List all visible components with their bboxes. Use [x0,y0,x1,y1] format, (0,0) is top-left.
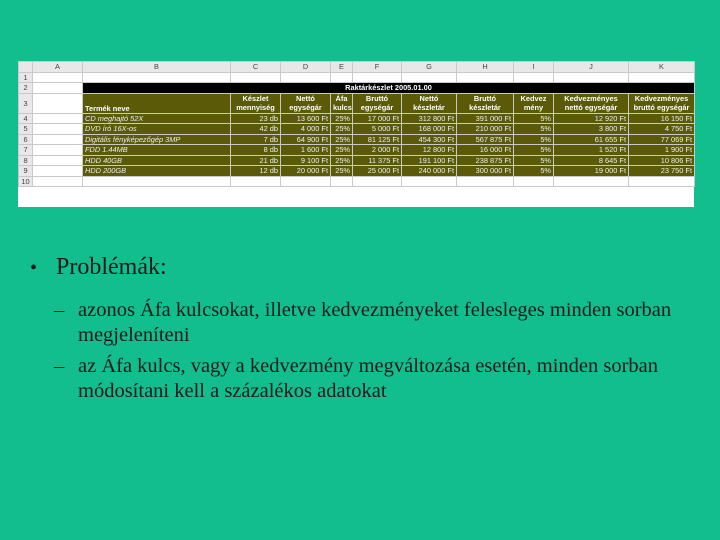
data-cell: 25% [331,124,353,135]
column-header: Kedvezményes bruttó egységár [629,93,695,113]
cell [33,83,83,94]
table-row [19,124,695,135]
cell [281,72,331,83]
column-header: Nettó egységár [281,93,331,113]
data-cell: 10 806 Ft [629,155,695,166]
row-number: 7 [19,145,33,156]
row-number: 10 [19,176,33,187]
cell [629,72,695,83]
data-cell: 240 000 Ft [402,166,457,177]
cell [33,72,83,83]
data-cell: 19 000 Ft [554,166,629,177]
product-name-cell: HDD 200GB [83,166,231,177]
column-letter: I [514,62,554,73]
cell [83,176,231,187]
data-cell: 391 000 Ft [457,113,514,124]
table-row [19,113,695,124]
data-cell: 12 db [231,166,281,177]
data-cell: 210 000 Ft [457,124,514,135]
row-number: 3 [19,93,33,113]
row-number: 1 [19,72,33,83]
cell [33,155,83,166]
data-cell: 77 069 Ft [629,134,695,145]
cell [33,113,83,124]
cell [331,176,353,187]
product-name-cell: FDD 1.44MB [83,145,231,156]
row-number: 6 [19,134,33,145]
cell [331,72,353,83]
sub-bullet [54,298,690,348]
row-number: 4 [19,113,33,124]
data-cell: 7 db [231,134,281,145]
data-cell: 61 655 Ft [554,134,629,145]
column-header: Bruttó készletár [457,93,514,113]
product-name-cell: DVD író 16X-os [83,124,231,135]
sheet-row [19,83,695,94]
sub-bullet-text: azonos Áfa kulcsokat, illetve kedvezményeket felesleges minden sorban megjeleníteni [78,299,672,346]
product-name-cell: Digitális fényképezőgép 3MP [83,134,231,145]
column-letter: D [281,62,331,73]
data-cell: 25% [331,145,353,156]
data-cell: 5% [514,166,554,177]
data-cell: 2 000 Ft [353,145,402,156]
spreadsheet-image [18,61,694,207]
column-header: Termék neve [83,93,231,113]
cell [33,145,83,156]
data-cell: 1 600 Ft [281,145,331,156]
row-number: 8 [19,155,33,166]
column-header: Kedvez mény [514,93,554,113]
data-cell: 8 db [231,145,281,156]
bullet-dot-icon: • [30,257,38,279]
cell [554,72,629,83]
table-row [19,166,695,177]
header-row [19,93,695,113]
column-letter: H [457,62,514,73]
data-cell: 11 375 Ft [353,155,402,166]
cell [514,176,554,187]
cell [353,72,402,83]
slide-text [30,254,690,404]
sub-bullet-text: az Áfa kulcs, vagy a kedvezmény megváltozása esetén, minden sorban módosítani kell a százalékos adatokat [78,355,659,402]
cell [514,72,554,83]
column-letter: G [402,62,457,73]
data-cell: 5% [514,113,554,124]
data-cell: 5% [514,134,554,145]
data-cell: 20 000 Ft [281,166,331,177]
cell [83,72,231,83]
data-cell: 3 800 Ft [554,124,629,135]
column-letter: B [83,62,231,73]
cell [353,176,402,187]
sheet-title: Raktárkészlet 2005.01.00 [83,83,695,94]
cell [457,176,514,187]
data-cell: 9 100 Ft [281,155,331,166]
product-name-cell: CD meghajtó 52X [83,113,231,124]
data-cell: 1 520 Ft [554,145,629,156]
cell [231,176,281,187]
cell [402,72,457,83]
data-cell: 13 600 Ft [281,113,331,124]
data-cell: 17 000 Ft [353,113,402,124]
cell [281,176,331,187]
data-cell: 312 800 Ft [402,113,457,124]
dash-icon: – [54,355,65,377]
data-cell: 25 000 Ft [353,166,402,177]
data-cell: 25% [331,166,353,177]
data-cell: 8 645 Ft [554,155,629,166]
data-cell: 16 000 Ft [457,145,514,156]
row-number: 5 [19,124,33,135]
column-header: Készlet mennyiség [231,93,281,113]
data-cell: 23 750 Ft [629,166,695,177]
data-cell: 5% [514,124,554,135]
column-letter: C [231,62,281,73]
cell [33,166,83,177]
data-cell: 5% [514,155,554,166]
data-cell: 12 800 Ft [402,145,457,156]
data-cell: 25% [331,134,353,145]
cell [33,124,83,135]
cell [33,176,83,187]
column-letter: E [331,62,353,73]
column-header: Nettó készletár [402,93,457,113]
main-bullet-text: Problémák: [56,254,167,280]
column-letter: A [33,62,83,73]
data-cell: 238 875 Ft [457,155,514,166]
data-cell: 5% [514,145,554,156]
table-row [19,134,695,145]
row-number: 9 [19,166,33,177]
column-header: Áfa kulcs [331,93,353,113]
table-row [19,155,695,166]
sheet-row [19,72,695,83]
data-cell: 567 875 Ft [457,134,514,145]
data-cell: 64 900 Ft [281,134,331,145]
corner-cell [19,62,33,73]
column-header: Kedvezményes nettó egységár [554,93,629,113]
data-cell: 23 db [231,113,281,124]
data-cell: 4 000 Ft [281,124,331,135]
data-cell: 5 000 Ft [353,124,402,135]
row-number: 2 [19,83,33,94]
data-cell: 1 900 Ft [629,145,695,156]
spreadsheet-grid [18,61,695,187]
data-cell: 16 150 Ft [629,113,695,124]
data-cell: 42 db [231,124,281,135]
column-letter: J [554,62,629,73]
cell [33,93,83,113]
data-cell: 21 db [231,155,281,166]
data-cell: 25% [331,155,353,166]
data-cell: 25% [331,113,353,124]
data-cell: 168 000 Ft [402,124,457,135]
table-row [19,145,695,156]
cell [402,176,457,187]
column-letter: F [353,62,402,73]
sheet-row [19,176,695,187]
column-letter: K [629,62,695,73]
column-header-row [19,62,695,73]
sub-bullet [54,354,690,404]
data-cell: 454 300 Ft [402,134,457,145]
cell [457,72,514,83]
data-cell: 4 750 Ft [629,124,695,135]
cell [554,176,629,187]
data-cell: 81 125 Ft [353,134,402,145]
cell [33,134,83,145]
column-header: Bruttó egységár [353,93,402,113]
data-cell: 191 100 Ft [402,155,457,166]
dash-icon: – [54,299,65,321]
main-bullet [30,254,690,281]
data-cell: 12 920 Ft [554,113,629,124]
cell [629,176,695,187]
product-name-cell: HDD 40GB [83,155,231,166]
data-cell: 300 000 Ft [457,166,514,177]
cell [231,72,281,83]
